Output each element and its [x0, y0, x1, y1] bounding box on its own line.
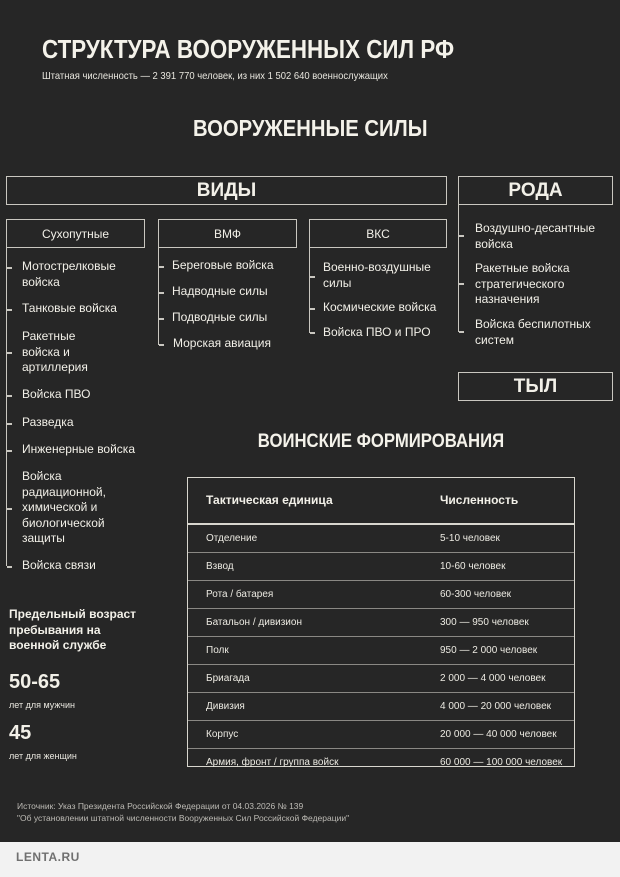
armed-forces-heading	[0, 115, 620, 142]
formations-heading-text: ВОИНСКИЕ ФОРМИРОВАНИЯ	[257, 431, 505, 452]
cell-size: 4 000 — 20 000 человек	[440, 701, 552, 712]
list-item: Морская авиация	[173, 336, 271, 350]
list-item: Войска связи	[22, 558, 96, 572]
list-item: Войска радиационной, химической и биологической защиты	[22, 469, 106, 545]
cell-unit: Армия, фронт / группа войск	[206, 757, 339, 768]
lenta-logo[interactable]: LENTA.RU	[16, 850, 80, 864]
table-row	[188, 721, 574, 749]
type-box-ground	[6, 219, 145, 248]
cell-size: 60 000 — 100 000 человек	[440, 757, 563, 768]
table-header	[188, 478, 574, 525]
table-body	[188, 525, 574, 776]
page-title: СТРУКТУРА ВООРУЖЕННЫХ СИЛ РФ	[42, 34, 455, 64]
table-row	[188, 553, 574, 581]
connector-tick	[159, 318, 164, 320]
footer-bar	[0, 842, 620, 877]
connector-tick	[159, 292, 164, 294]
types-label: ВИДЫ	[196, 179, 257, 201]
formations-table	[187, 477, 575, 767]
type-name-navy: ВМФ	[214, 226, 241, 241]
source-note	[17, 800, 349, 824]
type-box-navy	[158, 219, 297, 248]
list-item: Береговые войска	[172, 258, 274, 272]
type-box-aerospace	[309, 219, 447, 248]
list-item: Ракетные войска стратегического назначения	[475, 261, 570, 306]
column-header-size: Численность	[440, 493, 519, 507]
list-item: Войска ПВО	[22, 387, 91, 401]
cell-unit: Дивизия	[206, 701, 245, 712]
cell-unit: Батальон / дивизион	[206, 617, 302, 628]
connector-tick	[7, 508, 12, 510]
connector-tick	[7, 309, 12, 311]
table-row	[188, 665, 574, 693]
service-age-title: Предельный возраст пребывания на военной службе	[9, 607, 137, 652]
list-item: Разведка	[22, 415, 74, 429]
cell-size: 20 000 — 40 000 человек	[440, 729, 557, 740]
women-age-value: 45	[9, 722, 32, 744]
table-row	[188, 525, 574, 553]
rear-box	[458, 372, 613, 401]
cell-unit: Корпус	[206, 729, 239, 740]
connector-tick	[459, 331, 464, 333]
armed-forces-heading-text: ВООРУЖЕННЫЕ СИЛЫ	[192, 115, 428, 141]
list-item: Войска беспилотных систем	[475, 317, 591, 347]
list-item: Ракетные войска и артиллерия	[22, 329, 88, 374]
cell-size: 5-10 человек	[440, 533, 500, 544]
branches-connector-line	[458, 205, 459, 332]
cell-unit: Отделение	[206, 533, 258, 544]
men-age-value: 50-65	[9, 671, 61, 693]
connector-tick	[459, 283, 464, 285]
cell-size: 10-60 человек	[440, 561, 506, 572]
table-row	[188, 581, 574, 609]
list-item: Космические войска	[323, 300, 437, 314]
types-box	[6, 176, 447, 205]
list-item: Воздушно-десантные войска	[475, 221, 596, 251]
connector-tick	[7, 395, 12, 397]
connector-tick	[310, 332, 315, 334]
connector-tick	[7, 566, 12, 568]
list-item: Надводные силы	[172, 284, 268, 298]
connector-tick	[7, 450, 12, 452]
cell-unit: Рота / батарея	[206, 589, 274, 600]
men-age-label: лет для мужчин	[9, 700, 75, 710]
type-name-aerospace: ВКС	[366, 226, 390, 241]
cell-size: 60-300 человек	[440, 589, 512, 600]
list-item: Инженерные войска	[22, 442, 135, 456]
source-line-2: "Об установлении штатной численности Вооруженных Сил Российской Федерации"	[17, 813, 350, 823]
connector-tick	[159, 266, 164, 268]
source-line-1: Источник: Указ Президента Российской Федерации от 04.03.2026 № 139	[17, 801, 304, 811]
women-age-label: лет для женщин	[9, 751, 77, 761]
cell-size: 950 — 2 000 человек	[440, 645, 538, 656]
table-row	[188, 637, 574, 665]
cell-size: 2 000 — 4 000 человек	[440, 673, 546, 684]
connector-tick	[7, 352, 12, 354]
connector-tick	[310, 308, 315, 310]
type-name-ground: Сухопутные	[41, 226, 110, 241]
formations-heading	[187, 431, 575, 453]
cell-size: 300 — 950 человек	[440, 617, 529, 628]
branches-box	[458, 176, 613, 205]
navy-connector-line	[158, 248, 159, 345]
branches-label: РОДА	[508, 179, 563, 201]
list-item: Войска ПВО и ПРО	[323, 325, 431, 339]
cell-unit: Полк	[206, 645, 229, 656]
connector-tick	[7, 423, 12, 425]
table-row	[188, 749, 574, 776]
connector-tick	[7, 267, 12, 269]
aerospace-connector-line	[309, 248, 310, 333]
cell-unit: Взвод	[206, 561, 234, 572]
table-row	[188, 609, 574, 637]
list-item: Подводные силы	[172, 310, 268, 324]
cell-unit: Бриагада	[206, 673, 250, 684]
connector-tick	[310, 276, 315, 278]
page-subtitle: Штатная численность — 2 391 770 человек, из них 1 502 640 военнослужащих	[42, 70, 388, 82]
column-header-unit: Тактическая единица	[206, 493, 333, 507]
table-row	[188, 693, 574, 721]
rear-label: ТЫЛ	[513, 375, 558, 397]
connector-tick	[159, 344, 164, 346]
list-item: Танковые войска	[22, 301, 117, 315]
list-item: Военно-воздушные силы	[323, 260, 431, 290]
list-item: Мотострелковые войска	[22, 259, 116, 289]
ground-connector-line	[6, 248, 7, 566]
connector-tick	[459, 235, 464, 237]
